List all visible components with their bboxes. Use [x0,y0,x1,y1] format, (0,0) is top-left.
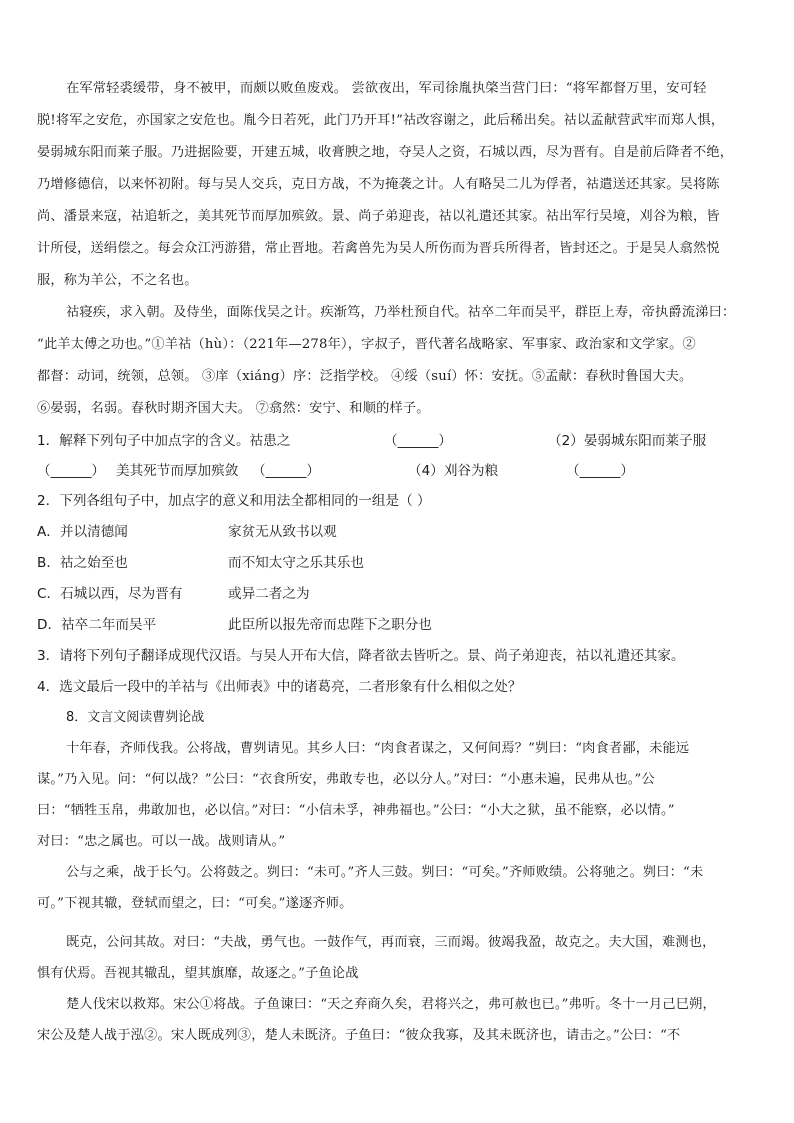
passage-line: 可。”下视其辙，登轼而望之，曰：“可矣。”遂逐齐师。 [37,896,353,911]
option-a-left[interactable]: A．并以清德闻 [37,524,128,540]
footnote-line: ⑥晏弱，名弱。春秋时期齐国大夫。 ⑦翕然：安宁、和顺的样子。 [37,401,430,416]
option-a-right: 家贫无从致书以观 [228,524,337,540]
option-d-left[interactable]: D．祜卒二年而吴平 [37,617,157,633]
answer-blank[interactable]: （______） [566,463,634,479]
passage-line: 脱!将军之安危，亦国家之安危也。胤今日若死，此门乃开耳!”祜改容谢之，此后稀出矣。祜以孟献营武牢而郑人惧， [37,113,725,128]
passage-line: 十年春，齐师伐我。公将战，曹刿请见。其乡人曰：“肉食者谋之，又何间焉？”刿曰：“肉食者鄙，未能远 [66,741,690,756]
passage-line: 谋。”乃入见。问：“何以战？”公曰：“衣食所安，弗敢专也，必以分人。”对曰：“小惠未遍，民弗从也。”公 [37,772,655,787]
passage-line: 服，称为羊公，不之名也。 [37,273,198,288]
option-b-left[interactable]: B．祜之始至也 [37,555,128,571]
question-1-item-3: 美其死节而厚加殡敛 [116,463,239,479]
option-c-right: 或异二者之为 [228,586,310,602]
question-2-stem: 2．下列各组句子中，加点字的意义和用法全都相同的一组是（ ） [37,493,431,509]
option-b-right: 而不知太守之乐其乐也 [228,555,364,571]
footnote-line: 都督：动词，统领，总领。 ③庠（xiáng）序：泛指学校。 ④绥（suí）怀：安抚。⑤孟献：春秋时鲁国大夫。 [37,369,693,384]
answer-blank[interactable]: （______） [384,433,452,449]
passage-line: 对曰：“忠之属也。可以一战。战则请从。” [37,834,286,849]
question-1-item-2: （2）晏弱城东阳而莱子服 [548,433,707,449]
passage-line: 祜寝疾，求入朝。及侍坐，面陈伐吴之计。疾渐笃，乃举杜预自代。祜卒二年而吴平，群臣上寿，帝执爵流涕曰： [66,305,736,320]
footnote-line: “此羊太傅之功也。”①羊祜（hù）：（221年—278年），字叔子，晋代著名战略家、军事家、政治家和文学家。② [37,337,696,352]
passage-line: 宋公及楚人战于泓②。宋人既成列③，楚人未既济。子鱼曰：“彼众我寡，及其未既济也，请击之。”公曰：“不 [37,1028,681,1043]
option-c-left[interactable]: C．石城以西，尽为晋有 [37,586,183,602]
question-3: 3．请将下列句子翻译成现代汉语。与吴人开布大信，降者欲去皆听之。景、尚子弟迎丧，祜以礼遣还其家。 [37,648,685,664]
passage-line: 在军常轻裘缓带，身不被甲，而颇以败鱼废戏。 尝欲夜出，军司徐胤执棨当营门曰：“将军都督万里，安可轻 [66,81,707,96]
passage-line: 计所侵，送绢偿之。每会众江沔游猎，常止晋地。若禽兽先为吴人所伤而为晋兵所得者，皆封还之。于是吴人翕然悦 [37,241,720,256]
passage-line: 楚人伐宋以救郑。宋公①将战。子鱼谏曰：“天之弃商久矣，君将兴之，弗可赦也已。”弗听。冬十一月己巳朔， [66,997,716,1012]
passage-line: 曰：“牺牲玉帛，弗敢加也，必以信。”对曰：“小信未孚，神弗福也。”公曰：“小大之狱，虽不能察，必以情。” [37,803,675,818]
passage-line: 公与之乘，战于长勺。公将鼓之。刿曰：“未可。”齐人三鼓。刿曰：“可矣。”齐师败绩。公将驰之。刿曰：“未 [66,865,704,880]
passage-line: 既克，公问其故。对曰：“夫战，勇气也。一鼓作气，再而衰，三而竭。彼竭我盈，故克之。夫大国，难测也， [66,935,716,950]
section-8-title: 8．文言文阅读曹刿论战 [66,710,205,725]
answer-blank[interactable]: （______） [37,463,105,479]
answer-blank[interactable]: （______） [252,463,320,479]
passage-line: 惧有伏焉。吾视其辙乱，望其旗靡，故逐之。”子鱼论战 [37,966,359,981]
question-4: 4．选文最后一段中的羊祜与《出师表》中的诸葛亮，二者形象有什么相似之处？ [37,679,522,695]
passage-line: 晏弱城东阳而莱子服。乃进据险要，开建五城，收膏腴之地，夺吴人之资，石城以西，尽为晋有。自是前后降者不绝， [37,145,734,160]
option-d-right: 此臣所以报先帝而忠陛下之职分也 [228,617,432,633]
passage-line: 乃增修德信，以来怀初附。每与吴人交兵，克日方战，不为掩袭之计。人有略吴二儿为俘者，祜遣送还其家。吴将陈 [37,177,720,192]
passage-line: 尚、潘景来寇，祜追斩之，美其死节而厚加殡敛。景、尚子弟迎丧，祜以礼遣还其家。祜出军行吴境，刈谷为粮，皆 [37,209,720,224]
question-1-item-4: （4）刈谷为粮 [408,463,499,479]
question-1-prefix: 1．解释下列句子中加点字的含义。祜患之 [37,433,291,449]
